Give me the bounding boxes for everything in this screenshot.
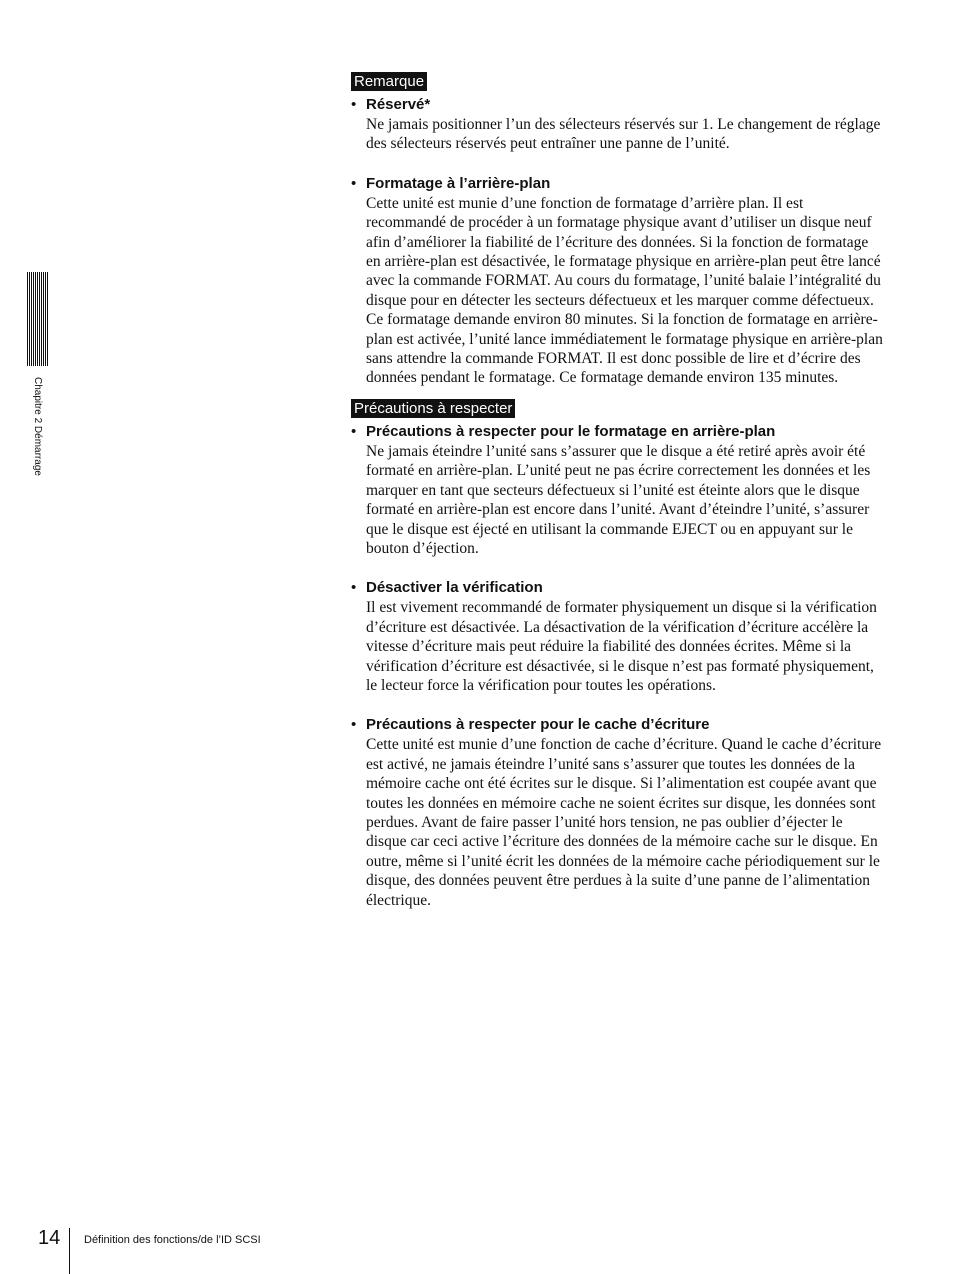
section-label-precautions: Précautions à respecter — [351, 399, 515, 418]
item-title: Formatage à l’arrière-plan — [366, 174, 551, 192]
list-item-formatage — [351, 174, 891, 388]
section-remarque — [351, 72, 891, 388]
list-item-cache-ecriture — [351, 715, 891, 910]
item-text: Il est vivement recommandé de formater physiquement un disque si la vérification d’écriture est désactivée. La désactivation de la vérification d’écriture accélère la vitesse d’écriture mais peut réduire la fiabilité des données écrites. Même si la vérification d’écriture est désactivée, si le disque n’est pas formaté physiquement, le lecteur force la vérification pour toutes les opérations. — [366, 599, 877, 694]
bullet-icon: • — [351, 579, 357, 597]
list-item-precautions-formatage — [351, 422, 891, 558]
item-title: Précautions à respecter pour le formatage en arrière-plan — [366, 422, 776, 440]
main-content — [351, 72, 891, 910]
footer-title: Définition des fonctions/de l’ID SCSI — [84, 1234, 261, 1246]
item-title: Précautions à respecter pour le cache d’écriture — [366, 716, 710, 734]
bullet-icon: • — [351, 96, 357, 113]
list-item-desactiver-verification — [351, 578, 891, 695]
section-precautions — [351, 399, 891, 910]
chapter-label: Chapitre 2 Démarrage — [32, 377, 43, 476]
item-title: Désactiver la vérification — [366, 579, 543, 597]
bullet-icon: • — [351, 174, 357, 192]
item-text: Cette unité est munie d’une fonction de cache d’écriture. Quand le cache d’écriture est activé, ne jamais éteindre l’unité sans s’assurer que toutes les données de la mémoire cache ont été écrites sur le disque. Si l’alimentation est coupée avant que toutes les données en mémoire cache ne soient écrites sur disque, les données sont perdues. Avant de faire passer l’unité hors tension, ne pas oublier d’éjecter le disque car ceci active l’écriture des données de la mémoire cache sur le disque. En outre, même si l’unité écrit les données de la mémoire cache périodiquement sur le disque, des données peuvent être perdues à la suite d’une panne de l’alimentation électrique. — [366, 736, 882, 909]
item-text: Ne jamais positionner l’un des sélecteurs réservés sur 1. Le changement de réglage des sélecteurs réservés peut entraîner une panne de l’unité. — [366, 116, 881, 153]
item-text: Cette unité est munie d’une fonction de formatage d’arrière plan. Il est recommandé de procéder à un formatage physique avant d’utiliser un disque neuf afin d’améliorer la fiabilité de l’écriture des données. Si la fonction de formatage en arrière-plan est désactivée, le formatage physique en arrière-plan peut être lancé avec la commande FORMAT. Au cours du formatage, l’unité balaie l’intégralité du disque pour en détecter les secteurs défectueux et les marquer comme défectueux. Ce formatage demande environ 80 minutes. Si la fonction de formatage en arrière-plan est activée, l’unité lance immédiatement le formatage physique en arrière-plan sans attendre la commande FORMAT. Il est donc possible de lire et d’écrire des données pendant le formatage. Ce formatage demande environ 135 minutes. — [366, 194, 883, 387]
chapter-tab-bars — [27, 272, 48, 366]
list-item-reserve — [351, 95, 891, 154]
item-title: Réservé* — [366, 96, 431, 113]
section-label-remarque: Remarque — [351, 72, 427, 91]
footer-divider — [69, 1228, 70, 1274]
item-text: Ne jamais éteindre l’unité sans s’assurer que le disque a été retiré après avoir été formaté en arrière-plan. L’unité peut ne pas écrire correctement les données et les marquer en tant que secteurs défectueux si l’unité est éteinte alors que le disque formaté en arrière-plan est encore dans l’unité. Avant d’éteindre l’unité, s’assurer que le disque est éjecté en utilisant la commande EJECT ou en appuyant sur le bouton d’éjection. — [366, 442, 871, 557]
page-number: 14 — [38, 1227, 61, 1249]
bullet-icon: • — [351, 422, 357, 440]
bullet-icon: • — [351, 716, 357, 734]
